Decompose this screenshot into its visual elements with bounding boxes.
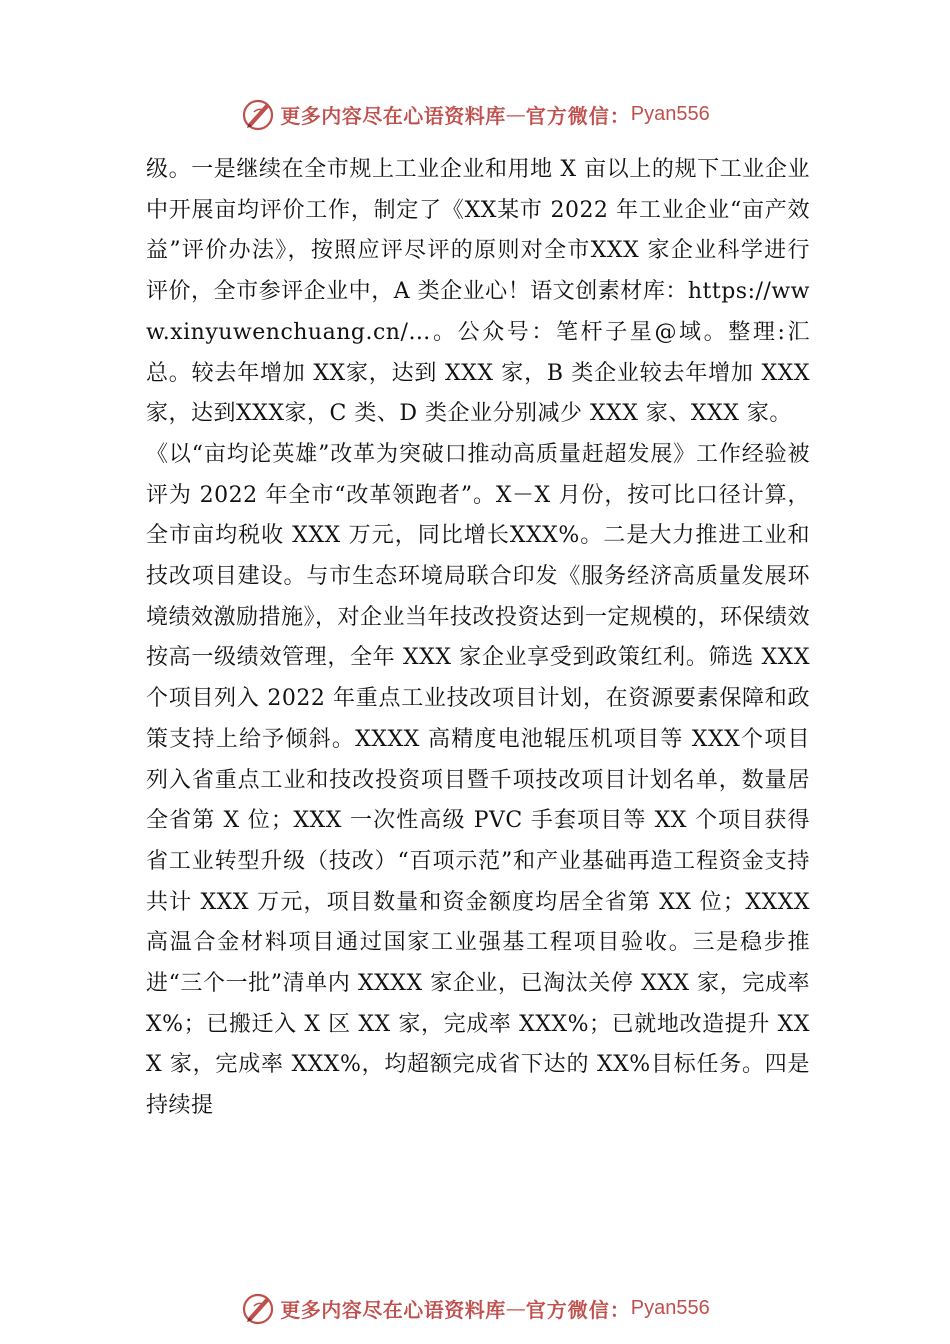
pen-in-circle-icon (240, 96, 276, 132)
paragraph: 级。一是继续在全市规上工业企业和用地 X 亩以上的规下工业企业中开展亩均评价工作，制定了《XX某市 2022 年工业企业“亩产效益”评价办法》，按照应评尽评的原则对全市XXX 家企业科学进行评价，全市参评企业中，A 类企业心！语文创素材库：https://www.xinyuwenchuang.cn/…。公众号：笔杆子星@域。整理:汇总。较去年增加 XX家，达到 XXX 家，B 类企业较去年增加 XXX 家，达到XXX家，C 类、D 类企业分别减少 XXX 家、XXX 家。 (146, 157, 810, 427)
paragraph: 《以“亩均论英雄”改革为突破口推动高质量赶超发展》工作经验被评为 2022 年全市“改革领跑者”。X－X 月份，按可比口径计算，全市亩均税收 XXX 万元，同比增长XXX%。二是大力推进工业和技改项目建设。与市生态环境局联合印发《服务经济高质量发展环境绩效激励措施》，对企业当年技改投资达到一定规模的，环保绩效按高一级绩效管理，全年 XXX 家企业享受到政策红利。筛选 XXX 个项目列入 2022 年重点工业技改项目计划，在资源要素保障和政策支持上给予倾斜。XXXX 高精度电池辊压机项目等 XXX个项目列入省重点工业和技改投资项目暨千项技改项目计划名单，数量居全省第 X 位；XXX 一次性高级 PVC 手套项目等 XX 个项目获得省工业转型升级（技改）“百项示范”和产业基础再造工程资金支持共计 XXX 万元，项目数量和资金额度均居全省第 XX 位；XXXX 高温合金材料项目通过国家工业强基工程项目验收。三是稳步推进“三个一批”清单内 XXXX 家企业，已淘汰关停 XXX 家，完成率 X%；已搬迁入 X 区 XX 家，完成率 XXX%；已就地改造提升 XXX 家，完成率 XXX%，均超额完成省下达的 XX%目标任务。四是持续提 (146, 441, 811, 1119)
banner-wechat-id: Pyan556 (630, 1296, 710, 1319)
banner-wechat-label: 官方微信： (525, 1297, 631, 1322)
pen-in-circle-icon (240, 1290, 276, 1326)
header-banner (0, 94, 950, 134)
document-body (146, 150, 810, 1127)
banner-separator: — (505, 1296, 526, 1320)
banner-text: 更多内容尽在心语资料库 (280, 103, 506, 128)
banner-text: 更多内容尽在心语资料库 (280, 1297, 506, 1322)
banner-separator: — (505, 102, 526, 126)
footer-banner (0, 1288, 950, 1328)
banner-wechat-id: Pyan556 (630, 102, 710, 125)
banner-wechat-label: 官方微信： (525, 103, 631, 128)
